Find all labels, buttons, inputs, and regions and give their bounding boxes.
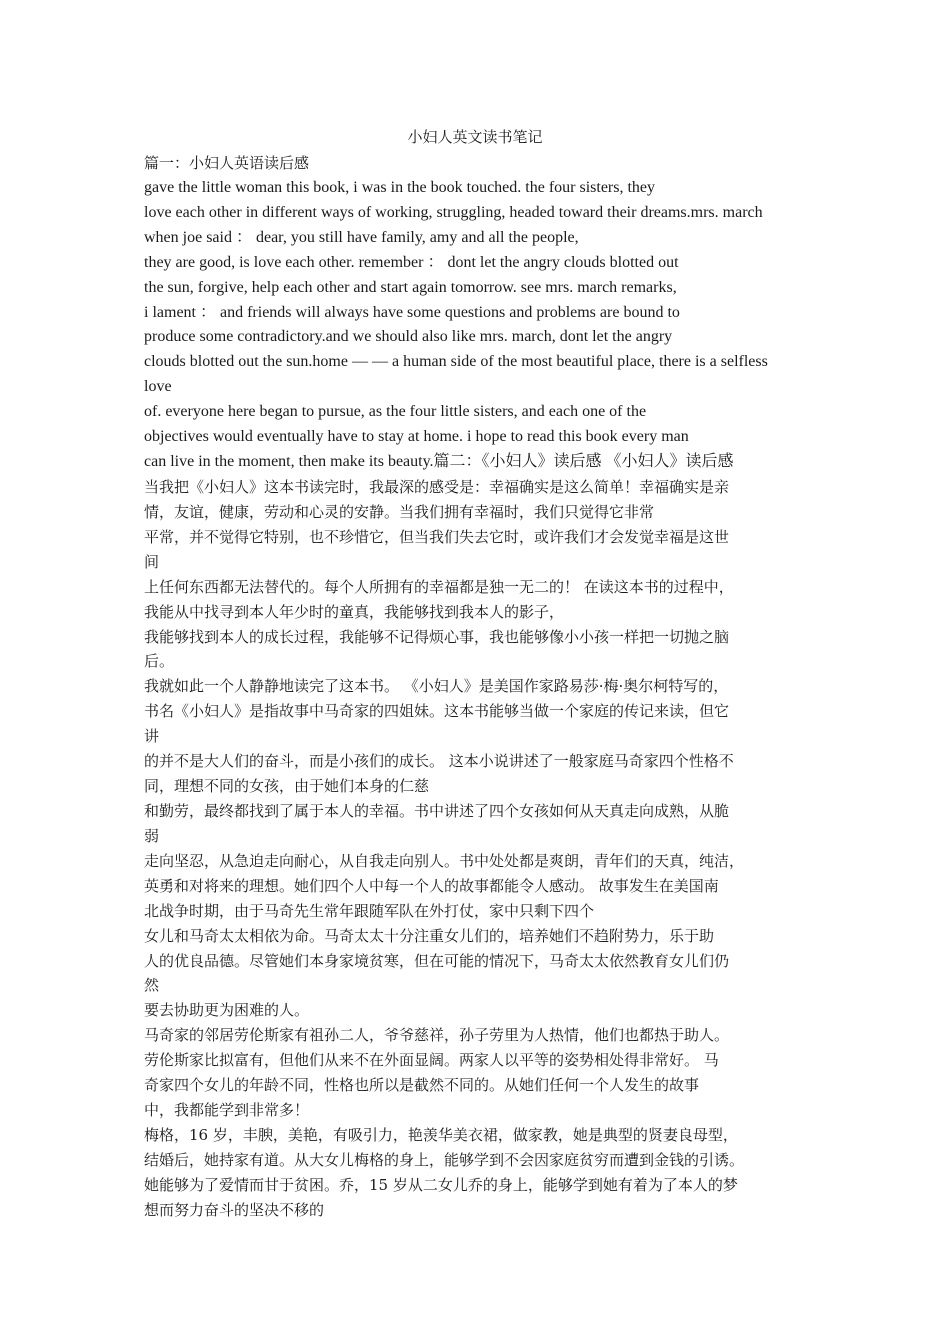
text-line: clouds blotted out the sun.home — — a human side of the most beautiful place, there is a selfless	[144, 353, 768, 371]
text-line: 人的优良品德。尽管她们本身家境贫寒，但在可能的情况下，马奇太太依然教育女儿们仍	[144, 951, 730, 970]
text-line: produce some contradictory.and we should also like mrs. march, dont let the angry	[144, 328, 673, 346]
text-line: 我就如此一个人静静地读完了这本书。 《小妇人》是美国作家路易莎·梅·奥尔柯特写的，	[144, 677, 729, 696]
text-line: 北战争时期，由于马奇先生常年跟随军队在外打仗，家中只剩下四个	[144, 901, 595, 920]
text-line: 走向坚忍，从急迫走向耐心，从自我走向别人。书中处处都是爽朗，青年们的天真，纯洁，	[144, 851, 745, 870]
text-line: 弱	[144, 826, 160, 845]
text-line: 情，友谊，健康，劳动和心灵的安静。当我们拥有幸福时，我们只觉得它非常	[144, 502, 655, 521]
text-line: 劳伦斯家比拟富有，但他们从来不在外面显阔。两家人以平等的姿势相处得非常好。 马	[144, 1051, 719, 1070]
text-line: 间	[144, 552, 160, 571]
text-line: the sun, forgive, help each other and start again tomorrow. see mrs. march remarks,	[144, 278, 677, 296]
document-body	[144, 151, 814, 1223]
text-line: 中，我都能学到非常多！	[144, 1101, 310, 1120]
text-line: 她能够为了爱情而甘于贫困。乔，15 岁从二女儿乔的身上，能够学到她有着为了本人的梦	[144, 1175, 738, 1194]
text-line: gave the little woman this book, i was in the book touched. the four sisters, they	[144, 178, 656, 196]
text-line: when joe said ： dear, you still have family, amy and all the people,	[144, 228, 579, 246]
text-line: 要去协助更为困难的人。	[144, 1001, 310, 1020]
text-line: they are good, is love each other. remember ： dont let the angry clouds blotted out	[144, 253, 679, 271]
text-line: 奇家四个女儿的年龄不同，性格也所以是截然不同的。从她们任何一个人发生的故事	[144, 1076, 700, 1095]
text-line: 平常，并不觉得它特别，也不珍惜它，但当我们失去它时，或许我们才会发觉幸福是这世	[144, 527, 730, 546]
text-line: i lament ： and friends will always have some questions and problems are bound to	[144, 303, 680, 321]
text-line: objectives would eventually have to stay at home. i hope to read this book every man	[144, 428, 689, 446]
text-line: 和勤劳，最终都找到了属于本人的幸福。书中讲述了四个女孩如何从天真走向成熟，从脆	[144, 801, 730, 820]
text-line: 同，理想不同的女孩，由于她们本身的仁慈	[144, 777, 430, 796]
text-line: 上任何东西都无法替代的。每个人所拥有的幸福都是独一无二的！ 在读这本书的过程中，	[144, 577, 734, 596]
text-line: 篇一：小妇人英语读后感	[144, 154, 310, 172]
text-line: 女儿和马奇太太相依为命。马奇太太十分注重女儿们的，培养她们不趋附势力，乐于助	[144, 926, 715, 945]
text-line: 我能够找到本人的成长过程，我能够不记得烦心事，我也能够像小小孩一样把一切抛之脑	[144, 627, 730, 646]
text-line: 想而努力奋斗的坚决不移的	[144, 1200, 325, 1219]
text-line: 马奇家的邻居劳伦斯家有祖孙二人，爷爷慈祥，孙子劳里为人热情，他们也都热于助人。	[144, 1026, 730, 1045]
text-line: love each other in different ways of working, struggling, headed toward their dreams.mrs. march	[144, 203, 763, 221]
text-line: 我能从中找寻到本人年少时的童真，我能够找到我本人的影子，	[144, 602, 565, 621]
text-line: 结婚后，她持家有道。从大女儿梅格的身上，能够学到不会因家庭贫穷而遭到金钱的引诱。	[144, 1150, 745, 1169]
text-line: 的并不是大人们的奋斗，而是小孩们的成长。 这本小说讲述了一般家庭马奇家四个性格不	[144, 752, 734, 771]
text-line: 然	[144, 976, 160, 995]
text-line: 当我把《小妇人》这本书读完时，我最深的感受是：幸福确实是这么简单！幸福确实是亲	[144, 477, 730, 496]
document-title: 小妇人英文读书笔记	[407, 128, 543, 146]
text-line: love	[144, 378, 172, 396]
text-line: of. everyone here began to pursue, as the four little sisters, and each one of the	[144, 403, 647, 421]
text-line: 后。	[144, 652, 175, 671]
text-line: 讲	[144, 727, 160, 746]
text-line: 梅格，16 岁，丰腴，美艳，有吸引力，艳羡华美衣裙，做家教，她是典型的贤妻良母型，	[144, 1125, 738, 1144]
text-line: 英勇和对将来的理想。她们四个人中每一个人的故事都能令人感动。 故事发生在美国南	[144, 876, 719, 895]
text-line: can live in the moment, then make its beauty.篇二：《小妇人》读后感 《小妇人》读后感	[144, 453, 734, 471]
text-line: 书名《小妇人》是指故事中马奇家的四姐妹。这本书能够当做一个家庭的传记来读，但它	[144, 702, 730, 721]
